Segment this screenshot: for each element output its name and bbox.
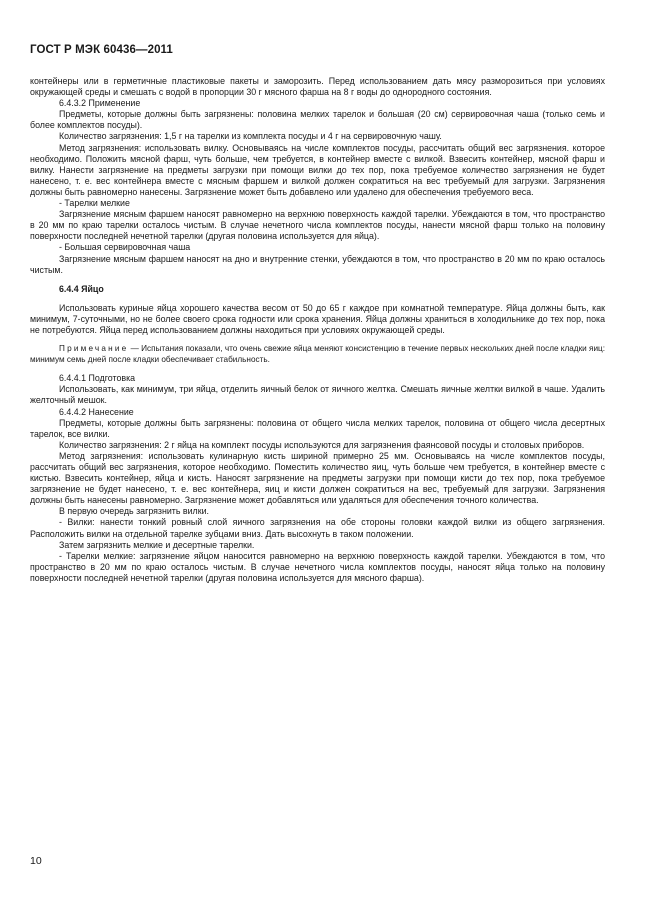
paragraph-method-meat: Метод загрязнения: использовать вилку. Основываясь на числе комплектов посуды, рассчитать общий вес загрязнения. которое необходимо. Положить мясной фарш, чуть больше, чем требуется, в контейнер вместе с вилкой. Взвесить контейнер, мясной фарш и вилку. Нанести загрязнение на предметы загрузки при помощи вилки до тех пор, пока требуемое количество загрязнения не будет нанесено, т. е. вес контейнера вместе с мясным фаршем и вилкой должен сократиться на вес требуемый для загрузки. Загрязнения должны быть равномерно нанесены. Загрязнение может быть добавлено или удалено для обеспечения требуемого веса. [30,142,605,197]
paragraph-plates-next: Затем загрязнить мелкие и десертные тарелки. [59,539,255,550]
paragraph-plates-meat: Загрязнение мясным фаршем наносят равномерно на верхнюю поверхность каждой тарелки. Убеждаются в том, что пространство в 20 мм по краю тарелки осталось чистым. В случае нечетного числа комплектов посуды, нанести мясной фарш только на половину поверхности последней нечетной тарелки (другая половина используется для яйца). [30,209,605,242]
paragraph-method-egg: Метод загрязнения: использовать кулинарную кисть шириной примерно 25 мм. Основываясь на числе комплектов посуды, рассчитать общий вес загрязнения, которое необходимо. Поместить количество яиц, чуть больше чем требуется, в контейнер вместе с кистью. Взвесить контейнер, яйца и кисть. Наносят загрязнение на предметы загрузки при помощи кисти до тех пор, пока требуемое загрязнение не будет нанесено, т. е. вес контейнера, яиц и кисти должен сократиться на вес, требуемый для загрузки. Загрязнения должны быть нанесены равномерно. Загрязнение может добавляться или удаляться для обеспечения точного количества. [30,450,605,506]
paragraph-items-egg: Предметы, которые должны быть загрязнены: половина от общего числа мелких тарелок, половина от общего числа десертных тарелок, все вилки. [30,417,605,439]
section-heading-6-4-4-1: 6.4.4.1 Подготовка [59,373,136,384]
paragraph-forks-first: В первую очередь загрязнить вилки. [59,506,209,517]
paragraph-egg-preparation: Использовать, как минимум, три яйца, отделить яичный белок от яичного желтка. Смешать яичные желтки вилкой в чаше. Удалить желточный мешок. [30,384,605,406]
paragraph-items-meat: Предметы, которые должны быть загрязнены: половина мелких тарелок и большая (20 см) сервировочная чаша (только семь и более комплектов посуды). [30,109,605,131]
paragraph-serving-bowl: Загрязнение мясным фаршем наносят на дно и внутренние стенки, убеждаются в том, что пространство в 20 мм по краю осталось чистым. [30,253,605,275]
section-heading-6-4-4: 6.4.4 Яйцо [59,283,104,294]
paragraph-plates-egg: - Тарелки мелкие: загрязнение яйцом наносится равномерно на верхнюю поверхность каждой тарелки. Убеждаются в том, что пространство в 20 мм по краю осталось чистым. В случае нечетного числа комплектов посуды, наносят яйца только на половину поверхности последней нечетной тарелки (другая половина используется для мясного фарша). [30,550,605,583]
paragraph-forks: - Вилки: нанести тонкий ровный слой яичного загрязнения на обе стороны головки каждой вилки из общего загрязнения. Расположить вилки на отдельной тарелке зубцами вниз. Дать высохнуть в таком положении. [30,517,605,539]
section-heading-6-4-4-2: 6.4.4.2 Нанесение [59,406,134,417]
note-label: Примечание [59,344,129,354]
paragraph-egg-intro: Использовать куриные яйца хорошего качества весом от 50 до 65 г каждое при комнатной температуре. Яйца должны быть, как минимум, 7-суточными, но не более своего срока годности или срока хранения. Яйца должны храниться в холодильнике до тех пор, пока не потребуются. Яйца перед использованием должны находиться при условиях окружающей среды. [30,302,605,335]
page-header-title: ГОСТ Р МЭК 60436—2011 [30,44,173,56]
list-label-serving-bowl: - Большая сервировочная чаша [59,242,191,253]
paragraph-amount-egg: Количество загрязнения: 2 г яйца на комплект посуды используются для загрязнения фаянсовой посуды и столовых приборов. [59,439,585,450]
section-heading-6-4-3-2: 6.4.3.2 Применение [59,98,141,109]
paragraph-amount-meat: Количество загрязнения: 1,5 г на тарелки из комплекта посуды и 4 г на сервировочную чашу. [59,131,442,142]
page-number: 10 [30,855,42,867]
list-label-plates: - Тарелки мелкие [59,198,130,209]
paragraph-continuation: контейнеры или в герметичные пластиковые пакеты и заморозить. Перед использованием дать мясу разморозиться при условиях окружающей среды и смешать с водой в пропорции 30 г мясного фарша на 8 г воды до однородного состояния. [30,76,605,98]
note-block [30,344,605,365]
page-content [30,76,605,584]
note-text: — Испытания показали, что очень свежие яйца меняют консистенцию в течение первых нескольких дней после кладки яиц: минимум семь дней после кладки обеспечивает стабильность. [30,344,605,364]
